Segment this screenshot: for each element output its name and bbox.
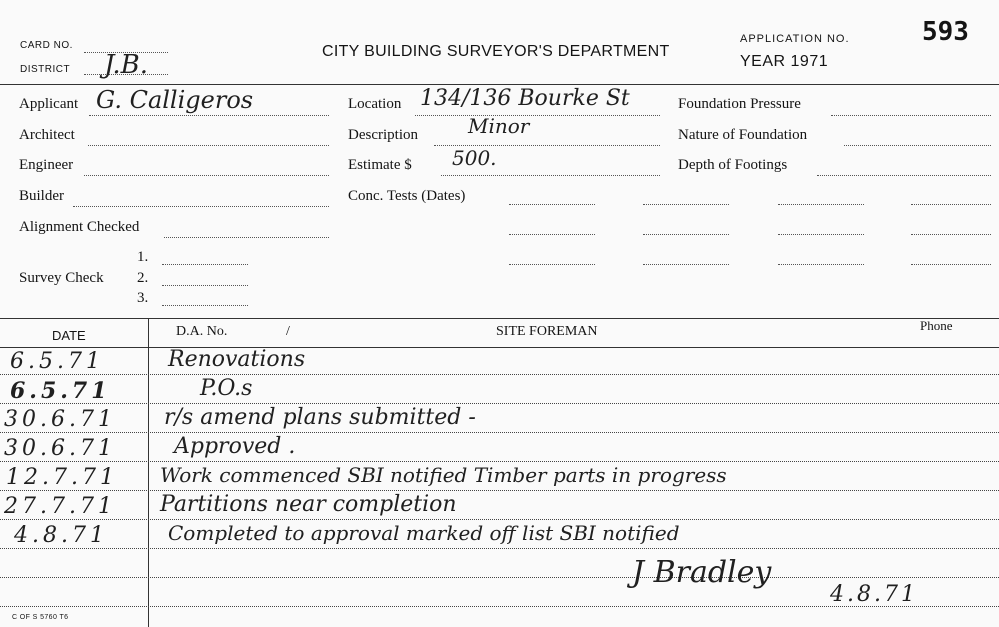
estimate-line [441,175,660,176]
row-text: P.O.s [200,376,253,401]
description-label: Description [348,127,418,143]
row-date: 6.5.71 [10,349,104,374]
row-date: 6.5.71 [10,378,111,404]
location-line [415,115,660,116]
builder-label: Builder [19,188,64,204]
row-text: Renovations [168,347,306,372]
applicant-label: Applicant [19,96,79,112]
signature-date: 4.8.71 [830,582,918,607]
row-text: Partitions near completion [160,492,457,517]
row-rule [0,403,999,404]
alignment-line [164,237,329,238]
row-date: 27.7.71 [4,494,116,519]
foundation-pressure-line [831,115,991,116]
applicant-line [89,115,329,116]
applicant-value: G. Calligeros [96,86,254,114]
table-top-border [0,318,999,319]
row-date: 30.6.71 [4,407,116,432]
estimate-value: 500. [452,146,497,170]
test-slot [911,234,991,235]
depth-footings-line [817,175,991,176]
row-text: r/s amend plans submitted - [164,405,476,430]
row-rule [0,577,999,578]
survey-line-3 [162,305,248,306]
test-slot [509,264,595,265]
site-foreman-header: SITE FOREMAN [496,324,598,339]
form-code: C OF S 5760 T6 [12,614,69,621]
estimate-label: Estimate $ [348,157,412,173]
alignment-label: Alignment Checked [19,219,140,235]
row-rule [0,432,999,433]
architect-line [88,145,329,146]
survey-item-2: 2. [137,270,149,286]
application-no-label: APPLICATION NO. [740,33,850,45]
row-text: Approved . [174,434,296,459]
department-title: CITY BUILDING SURVEYOR'S DEPARTMENT [322,43,670,60]
test-slot [643,204,729,205]
survey-line-1 [162,264,248,265]
survey-item-1: 1. [137,249,149,265]
row-date: 30.6.71 [4,436,116,461]
test-slot [778,234,864,235]
test-slot [911,204,991,205]
survey-line-2 [162,285,248,286]
test-slot [778,264,864,265]
test-slot [643,234,729,235]
district-label: DISTRICT [20,64,71,75]
test-slot [778,204,864,205]
location-value: 134/136 Bourke St [420,86,630,111]
row-rule [0,374,999,375]
test-slot [509,234,595,235]
date-column-divider [148,318,149,627]
row-text: Completed to approval marked off list SBI notified [168,521,680,545]
header-divider [0,84,999,85]
survey-item-3: 3. [137,290,149,306]
builder-line [73,206,329,207]
row-rule [0,519,999,520]
test-slot [911,264,991,265]
card-no-label: CARD NO. [20,40,73,51]
signature: J Bradley [632,555,772,590]
year-label: YEAR 1971 [740,53,829,70]
application-number: 593 [922,17,969,47]
architect-label: Architect [19,127,75,143]
engineer-line [84,175,329,176]
table-header-divider [0,347,999,348]
row-rule [0,461,999,462]
row-text: Work commenced SBI notified Timber parts in progress [160,463,727,487]
depth-footings-label: Depth of Footings [678,157,788,173]
engineer-label: Engineer [19,157,74,173]
date-header: DATE [52,328,86,343]
row-rule [0,490,999,491]
conc-tests-label: Conc. Tests (Dates) [348,188,466,204]
nature-foundation-line [844,145,991,146]
test-slot [643,264,729,265]
location-label: Location [348,96,402,112]
phone-header: Phone [920,318,953,333]
da-no-header: D.A. No. [176,324,228,339]
da-slash: / [286,324,290,339]
description-value: Minor [468,114,530,138]
district-value: J.B. [104,50,149,80]
survey-check-label: Survey Check [19,270,104,286]
row-rule [0,548,999,549]
test-slot [509,204,595,205]
nature-foundation-label: Nature of Foundation [678,127,808,143]
row-date: 4.8.71 [14,523,108,548]
foundation-pressure-label: Foundation Pressure [678,96,801,112]
row-date: 12.7.71 [6,465,118,490]
